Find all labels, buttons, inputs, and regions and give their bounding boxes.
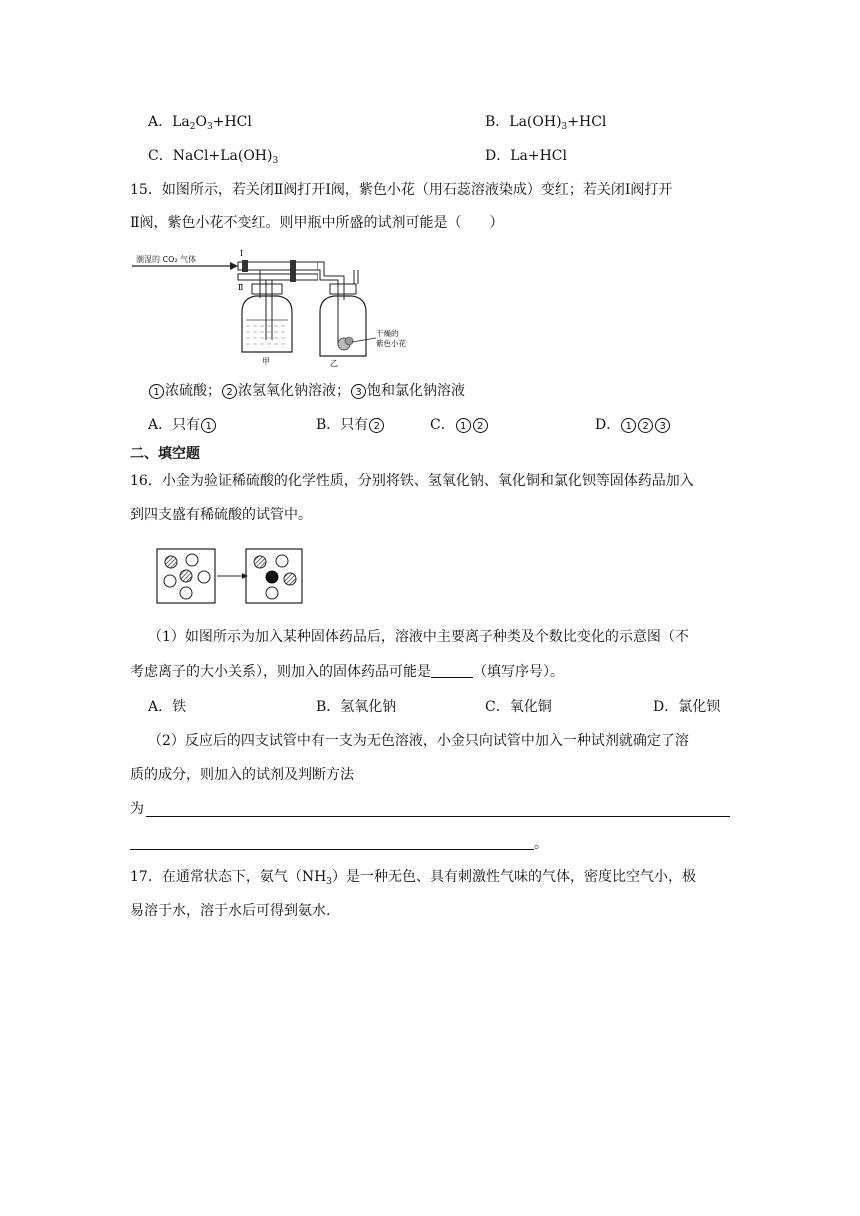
flower-label-1: 干燥的 xyxy=(376,329,399,338)
q16-option-a: A．铁 xyxy=(148,699,187,715)
ion-change-figure xyxy=(156,548,304,606)
q15-text-line1: 15．如图所示，若关闭Ⅱ阀打开Ⅰ阀，紫色小花（用石蕊溶液染成）变红；若关闭Ⅰ阀打开 xyxy=(130,182,673,198)
q16-text-line2: 到四支盛有稀硫酸的试管中。 xyxy=(130,507,312,523)
q15-option-b: B．只有 2 xyxy=(316,415,385,435)
q15-text-line2: Ⅱ阀，紫色小花不变红。则甲瓶中所盛的试剂可能是（ ） xyxy=(130,215,504,231)
q16-option-d: D．氯化钡 xyxy=(653,699,721,715)
q16-part1-line1: （1）如图所示为加入某种固体药品后，溶液中主要离子种类及个数比变化的示意图（不 xyxy=(148,629,689,645)
answer-blank[interactable] xyxy=(431,663,473,678)
q16-text-line1: 16．小金为验证稀硫酸的化学性质，分别将铁、氢氧化钠、氧化铜和氯化钡等固体药品加入 xyxy=(130,473,694,489)
q16-option-c: C．氧化铜 xyxy=(485,699,552,715)
q17-text-line1: 17．在通常状态下，氨气$(NH_3)$是一种无色、具有刺激性气味的气体，密度比空气小，极 xyxy=(130,869,697,887)
bottle-jia-label: 甲 xyxy=(262,357,270,366)
answer-line-1[interactable] xyxy=(146,816,730,817)
q14-option-a: A．$La_2O_3+HCl$ xyxy=(148,114,252,132)
valve-1-icon xyxy=(242,260,248,272)
q16-end-mark: 。 xyxy=(534,836,548,852)
q16-part2-line2: 质的成分，则加入的试剂及判断方法 xyxy=(130,767,354,783)
section-title: 二、填空题 xyxy=(130,446,200,462)
q16-option-b: B．氢氧化钠 xyxy=(316,699,397,715)
q15-reagents: 1 浓硫酸； 2 浓氢氧化钠溶液； 3 饱和氯化钠溶液 xyxy=(148,381,465,401)
q16-part1-line2: 考虑离子的大小关系），则加入的固体药品可能是 （填写序号）。 xyxy=(130,664,564,680)
gas-apparatus-figure xyxy=(130,240,420,370)
q15-option-c: C． 1 2 xyxy=(430,415,489,435)
valve-2-icon xyxy=(290,272,296,282)
q15-option-d: D． 1 2 3 xyxy=(595,415,671,435)
valve-1-label: Ⅰ xyxy=(240,249,244,258)
bottle-yi-label: 乙 xyxy=(330,359,338,368)
q17-text-line2: 易溶于水，溶于水后可得到氨水. xyxy=(130,903,331,919)
bottle-jia xyxy=(242,284,292,352)
q14-option-b: B．$La(OH)_3+HCl$ xyxy=(485,114,607,132)
answer-line-2[interactable] xyxy=(130,849,534,850)
q14-option-d: D．La+HCl xyxy=(485,148,567,164)
gas-label: 潮湿的 CO₂ 气体 xyxy=(136,255,197,264)
flower-label-2: 紫色小花 xyxy=(376,339,406,348)
bottle-yi xyxy=(320,270,366,356)
q16-part2-line1: （2）反应后的四支试管中有一支为无色溶液，小金只向试管中加入一种试剂就确定了溶 xyxy=(148,733,689,749)
q16-part2-line3: 为 xyxy=(130,801,144,817)
valve-2-label: Ⅱ xyxy=(238,283,244,292)
q14-option-c: C．$NaCl+La(OH)_3$ xyxy=(148,148,279,166)
q15-option-a: A．只有 1 xyxy=(148,415,217,435)
